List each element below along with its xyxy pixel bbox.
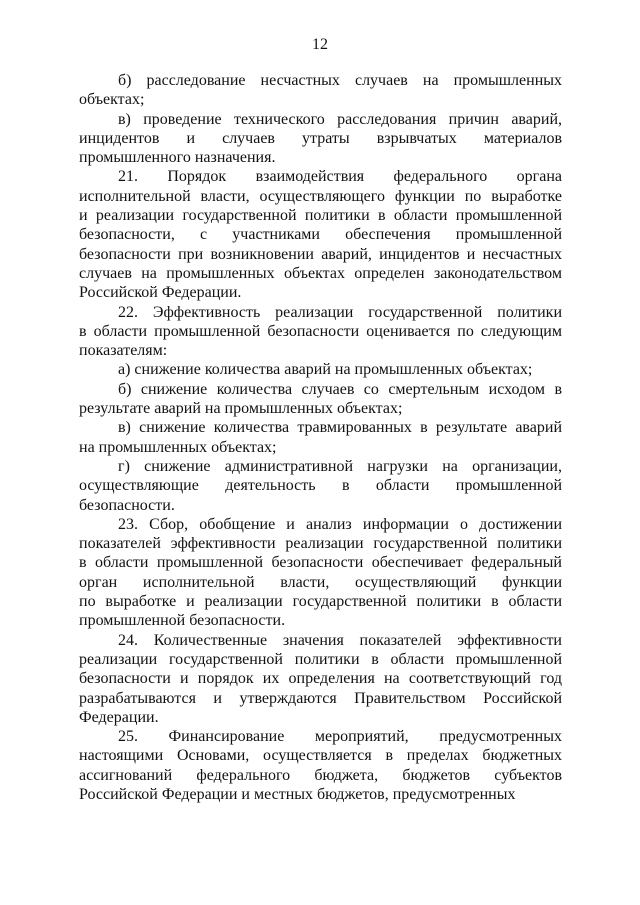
paragraph-p24 xyxy=(79,631,562,727)
text-line: объектах; xyxy=(79,91,145,109)
paragraph-p25 xyxy=(79,727,562,804)
text-line: безопасности. xyxy=(79,496,175,514)
text-line: реализации государственной политики в области промышленной xyxy=(79,650,562,668)
paragraph-p22-v xyxy=(79,418,562,457)
text-line: показателей эффективности реализации государственной политики xyxy=(79,535,562,553)
text-line: 23. Сбор, обобщение и анализ информации о достижении xyxy=(118,515,562,533)
text-line: в) снижение количества травмированных в результате аварий xyxy=(118,419,562,437)
text-line: в области промышленной безопасности оценивается по следующим xyxy=(79,322,562,340)
text-line: ассигнований федерального бюджета, бюджетов субъектов xyxy=(79,766,562,784)
document-body xyxy=(79,71,562,804)
text-line: случаев на промышленных объектах определен законодательством xyxy=(79,264,562,282)
text-line: 21. Порядок взаимодействия федерального органа xyxy=(118,168,562,186)
paragraph-p23 xyxy=(79,515,562,631)
text-line: а) снижение количества аварий на промышленных объектах; xyxy=(118,361,533,379)
text-line: осуществляющие деятельность в области промышленной xyxy=(79,477,562,495)
text-line: исполнительной власти, осуществляющего функции по выработке xyxy=(79,187,562,205)
text-line: Российской Федерации. xyxy=(79,284,242,302)
text-line: б) снижение количества случаев со смертельным исходом в xyxy=(118,380,562,398)
paragraph-p22 xyxy=(79,303,562,361)
text-line: по выработке и реализации государственной политики в области xyxy=(79,593,562,611)
paragraph-v-technical-investigation xyxy=(79,110,562,168)
text-line: 24. Количественные значения показателей эффективности xyxy=(118,631,562,649)
text-line: Федерации. xyxy=(79,708,159,726)
page-number: 12 xyxy=(312,36,328,53)
text-line: 22. Эффективность реализации государственной политики xyxy=(118,303,562,321)
text-line: и реализации государственной политики в области промышленной xyxy=(79,207,562,225)
text-line: настоящими Основами, осуществляется в пределах бюджетных xyxy=(79,747,562,765)
paragraph-p22-a xyxy=(79,360,562,379)
text-line: орган исполнительной власти, осуществляющий функции xyxy=(79,573,562,591)
text-line: результате аварий на промышленных объектах; xyxy=(79,400,403,418)
text-line: безопасности, с участниками обеспечения промышленной xyxy=(79,226,562,244)
paragraph-p22-g xyxy=(79,457,562,515)
text-line: б) расследование несчастных случаев на промышленных xyxy=(118,72,562,89)
text-line: показателям: xyxy=(79,342,168,360)
text-line: в области промышленной безопасности обеспечивает федеральный xyxy=(79,554,562,572)
text-line: промышленной безопасности. xyxy=(79,612,286,630)
paragraph-p21 xyxy=(79,167,562,302)
text-line: г) снижение административной нагрузки на организации, xyxy=(118,457,562,475)
text-line: разрабатываются и утверждаются Правительством Российской xyxy=(79,689,562,707)
text-line: инцидентов и случаев утраты взрывчатых материалов xyxy=(79,129,562,147)
text-line: 25. Финансирование мероприятий, предусмотренных xyxy=(118,728,562,746)
text-line: в) проведение технического расследования причин аварий, xyxy=(118,110,562,128)
paragraph-b-investigation xyxy=(79,71,562,110)
paragraph-p22-b xyxy=(79,380,562,419)
text-line: безопасности и порядок их определения на соответствующий год xyxy=(79,670,562,688)
text-line: Российской Федерации и местных бюджетов, предусмотренных xyxy=(79,785,516,803)
text-line: промышленного назначения. xyxy=(79,149,276,167)
text-line: безопасности при возникновении аварий, инцидентов и несчастных xyxy=(79,245,562,263)
text-line: на промышленных объектах; xyxy=(79,438,277,456)
